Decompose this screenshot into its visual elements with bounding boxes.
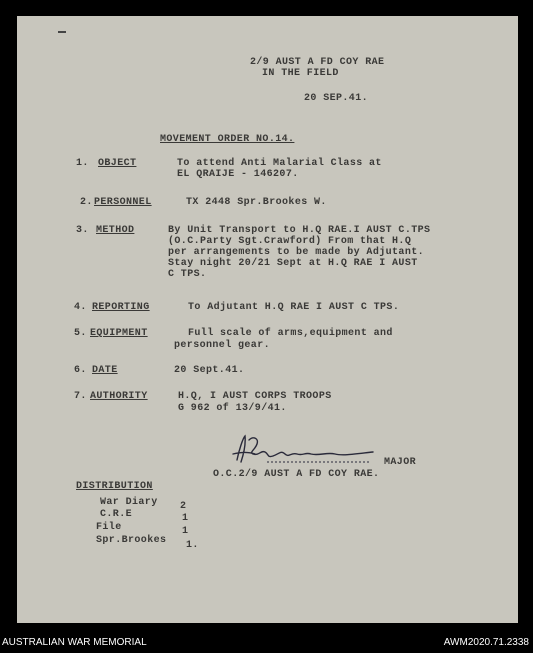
item-number: 6. [74, 365, 87, 376]
item-text: Full scale of arms,equipment and [188, 328, 393, 339]
item-number: 7. [74, 391, 87, 402]
item-label-authority: AUTHORITY [90, 391, 148, 402]
signatory-rank: MAJOR [384, 457, 417, 468]
item-text: To attend Anti Malarial Class at [177, 158, 382, 169]
item-number: 1. [76, 158, 89, 169]
item-label-method: METHOD [96, 225, 135, 236]
unit-heading: 2/9 AUST A FD COY RAE [250, 57, 385, 68]
item-text: G 962 of 13/9/41. [178, 403, 287, 414]
distribution-entry: File [96, 522, 122, 533]
item-label-date: DATE [92, 365, 118, 376]
distribution-count: 2 [180, 501, 187, 512]
item-number: 2. [80, 197, 93, 208]
item-number: 5. [74, 328, 87, 339]
archive-reference: AWM2020.71.2338 [443, 637, 529, 648]
order-title: MOVEMENT ORDER NO.14. [160, 134, 295, 145]
location-heading: IN THE FIELD [262, 68, 339, 79]
item-text: personnel gear. [174, 340, 271, 351]
document-page [17, 16, 518, 623]
item-text: (O.C.Party Sgt.Crawford) From that H.Q [168, 236, 412, 247]
margin-mark [58, 31, 66, 33]
distribution-count: 1 [182, 526, 189, 537]
item-text: Stay night 20/21 Sept at H.Q RAE I AUST [168, 258, 418, 269]
item-label-equipment: EQUIPMENT [90, 328, 148, 339]
order-date: 20 SEP.41. [304, 93, 369, 104]
item-text: H.Q, I AUST CORPS TROOPS [178, 391, 332, 402]
item-text: C TPS. [168, 269, 207, 280]
item-number: 4. [74, 302, 87, 313]
item-text: To Adjutant H.Q RAE I AUST C TPS. [188, 302, 400, 313]
archive-credit: AUSTRALIAN WAR MEMORIAL [2, 637, 147, 648]
item-text: EL QRAIJE - 146207. [177, 169, 299, 180]
item-label-reporting: REPORTING [92, 302, 150, 313]
distribution-count: 1. [186, 540, 199, 551]
distribution-count: 1 [182, 513, 189, 524]
distribution-entry: War Diary [100, 497, 158, 508]
item-text: TX 2448 Spr.Brookes W. [186, 197, 327, 208]
signatory-line: O.C.2/9 AUST A FD COY RAE. [213, 469, 380, 480]
item-number: 3. [76, 225, 89, 236]
item-label-object: OBJECT [98, 158, 137, 169]
item-text: per arrangements to be made by Adjutant. [168, 247, 425, 258]
distribution-heading: DISTRIBUTION [76, 481, 153, 492]
distribution-entry: Spr.Brookes [96, 535, 167, 546]
distribution-entry: C.R.E [100, 509, 133, 520]
item-text: By Unit Transport to H.Q RAE.I AUST C.TPS [168, 225, 431, 236]
item-label-personnel: PERSONNEL [94, 197, 152, 208]
item-text: 20 Sept.41. [174, 365, 245, 376]
handwritten-signature [231, 432, 381, 468]
